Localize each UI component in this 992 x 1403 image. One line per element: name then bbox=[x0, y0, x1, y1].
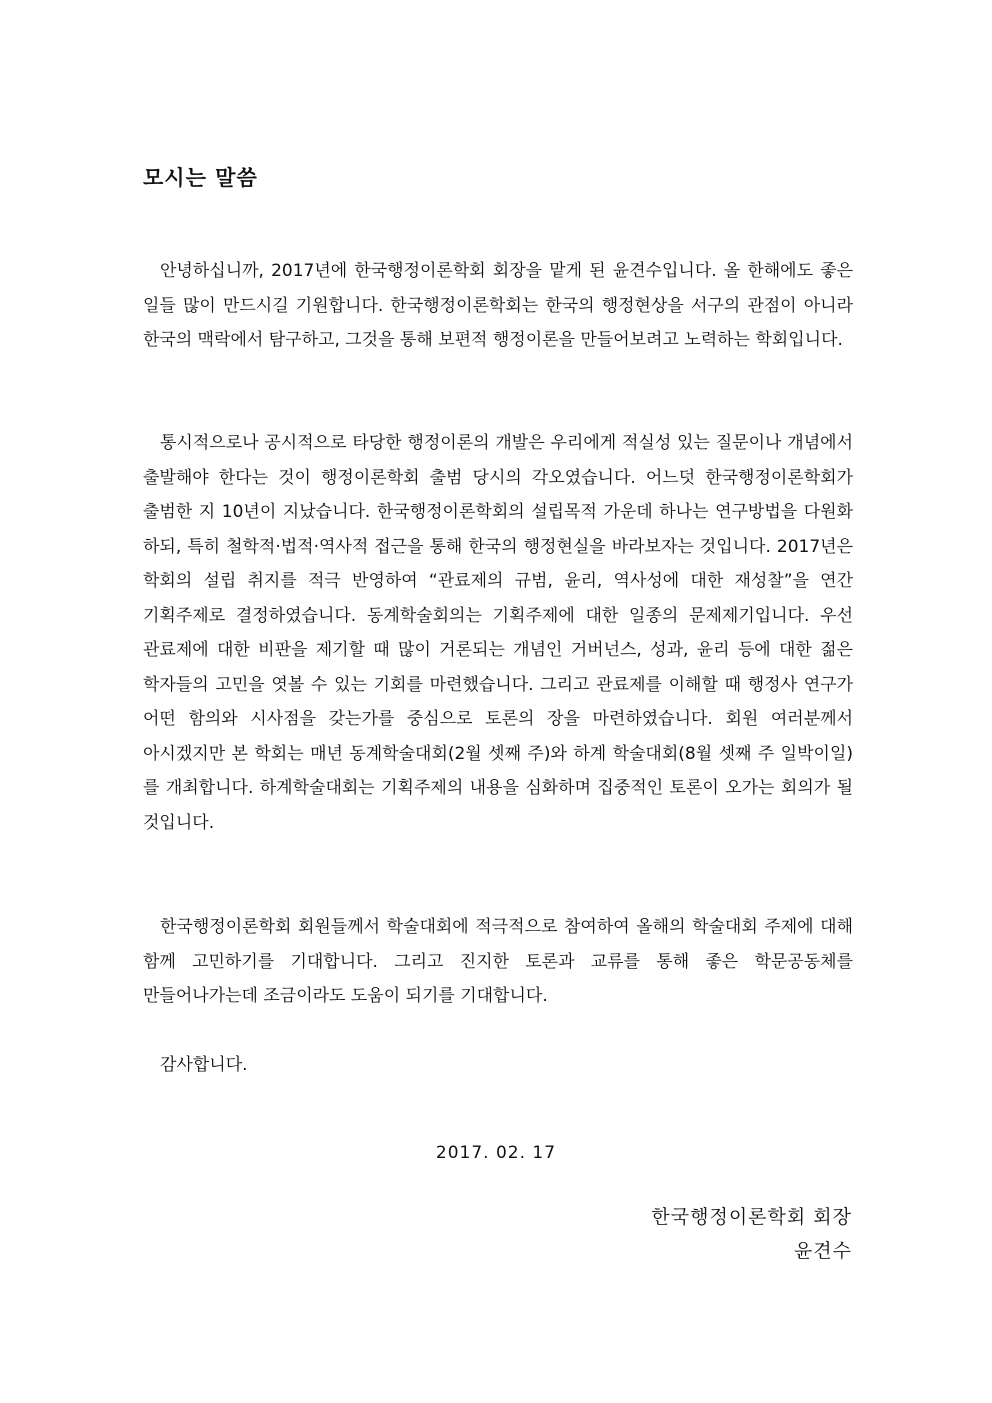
document-date: 2017. 02. 17 bbox=[435, 1143, 557, 1163]
paragraph-invitation: 한국행정이론학회 회원들께서 학술대회에 적극적으로 참여하여 올해의 학술대회 주제에 대해 함께 고민하기를 기대합니다. 그리고 진지한 토론과 교류를 통해 좋은 학문공동체를 만들어나가는데 조금이라도 도움이 되기를 기대합니다. bbox=[143, 917, 853, 1006]
signature-name: 윤견수 bbox=[793, 1240, 852, 1262]
paragraph-greeting: 안녕하십니까, 2017년에 한국행정이론학회 회장을 맡게 된 윤견수입니다. 올 한해에도 좋은 일들 많이 만드시길 기원합니다. 한국행정이론학회는 한국의 행정현상을 서구의 관점이 아니라 한국의 맥락에서 탐구하고, 그것을 통해 보편적 행정이론을 만들어보려고 노력하는 학회입니다. bbox=[143, 261, 853, 350]
document-title: 모시는 말씀 bbox=[143, 166, 258, 190]
paragraph-purpose: 통시적으로나 공시적으로 타당한 행정이론의 개발은 우리에게 적실성 있는 질문이나 개념에서 출발해야 한다는 것이 행정이론학회 출범 당시의 각오였습니다. 어느덧 한국행정이론학회가 출범한 지 10년이 지났습니다. 한국행정이론학회의 설립목적 가운데 하나는 연구방법을 다원화 하되, 특히 철학적·법적·역사적 접근을 통해 한국의 행정현실을 바라보자는 것입니다. 2017년은 학회의 설립 취지를 적극 반영하여 “관료제의 규범, 윤리, 역사성에 대한 재성찰”을 연간 기획주제로 결정하였습니다. 동계학술회의는 기획주제에 대한 일종의 문제제기입니다. 우선 관료제에 대한 비판을 제기할 때 많이 거론되는 개념인 거버넌스, 성과, 윤리 등에 대한 젊은 학자들의 고민을 엿볼 수 있는 기회를 마련했습니다. 그리고 관료제를 이해할 때 행정사 연구가 어떤 함의와 시사점을 갖는가를 중심으로 토론의 장을 마련하였습니다. 회원 여러분께서 아시겠지만 본 학회는 매년 동계학술대회(2월 셋째 주)와 하계 학술대회(8월 셋째 주 일박이일)를 개최합니다. 하계학술대회는 기획주제의 내용을 심화하며 집중적인 토론이 오가는 회의가 될 것입니다. bbox=[143, 433, 853, 833]
paragraph-thanks: 감사합니다. bbox=[160, 1055, 248, 1075]
signature-organization: 한국행정이론학회 회장 bbox=[651, 1206, 852, 1228]
